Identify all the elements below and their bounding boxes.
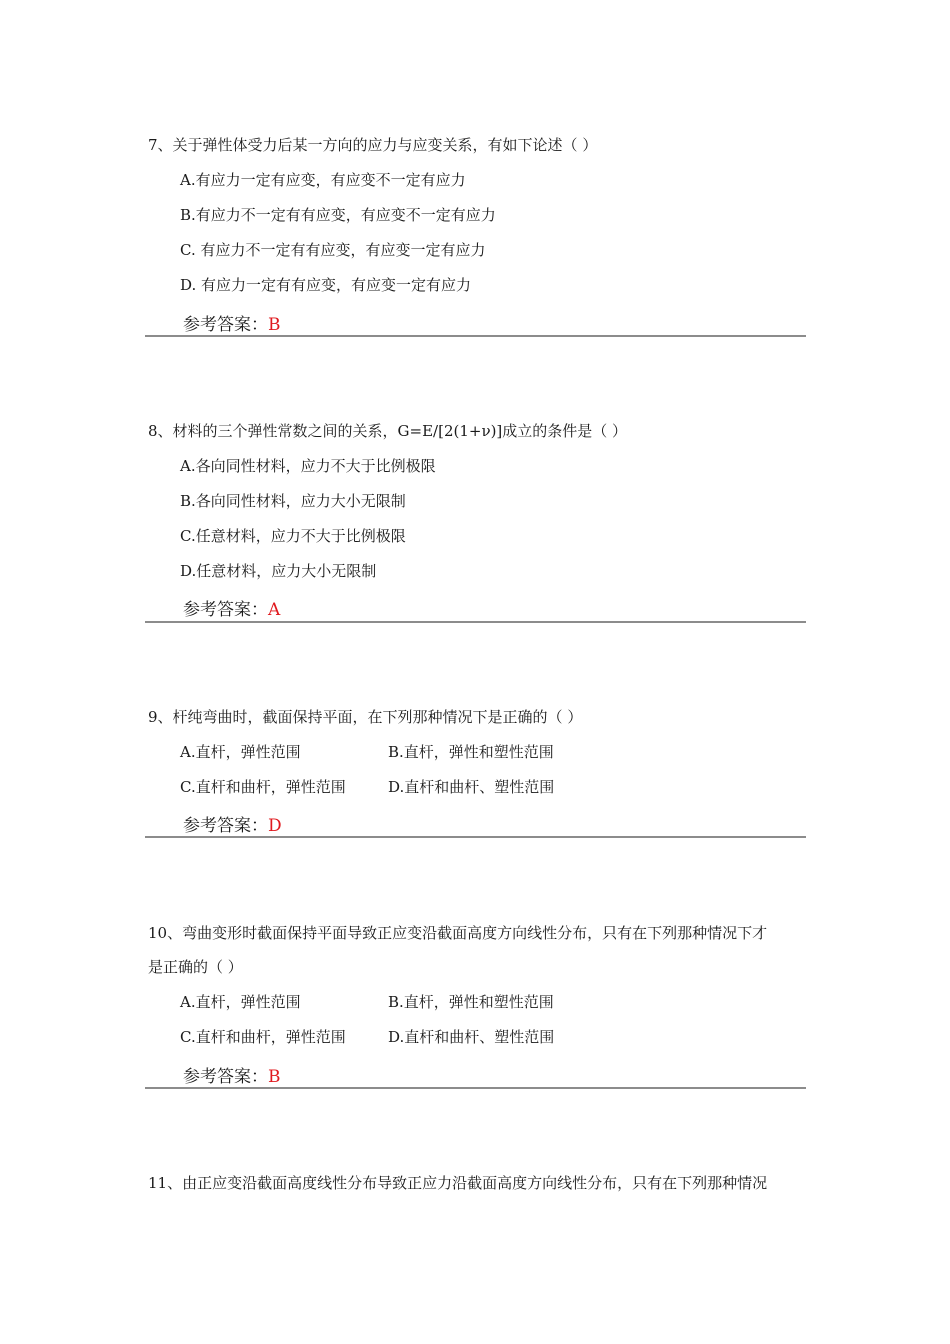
question-7-option-a: A.有应力一定有应变，有应变不一定有应力 [180, 171, 466, 189]
question-8-answer [183, 598, 280, 622]
answer-label: 参考答案： [183, 816, 268, 836]
question-8-option-a: A.各向同性材料，应力不大于比例极限 [180, 457, 436, 475]
question-9-answer [183, 814, 282, 838]
answer-label: 参考答案： [183, 315, 268, 335]
question-9-option-b: B.直杆，弹性和塑性范围 [388, 743, 554, 761]
question-7-option-c: C. 有应力不一定有有应变，有应变一定有应力 [180, 241, 486, 259]
question-10-option-a: A.直杆，弹性范围 [180, 993, 301, 1011]
answer-label: 参考答案： [183, 600, 268, 620]
question-10-option-b: B.直杆，弹性和塑性范围 [388, 993, 554, 1011]
answer-label: 参考答案： [183, 1067, 268, 1087]
question-8-stem: 8、材料的三个弹性常数之间的关系，G=E/[2(1+ν)]成立的条件是（ ） [148, 422, 628, 440]
answer-value: B [268, 315, 281, 335]
question-8-option-d: D.任意材料，应力大小无限制 [180, 562, 377, 580]
question-9-option-a: A.直杆，弹性范围 [180, 743, 301, 761]
question-10-option-c: C.直杆和曲杆，弹性范围 [180, 1028, 346, 1046]
answer-value: D [268, 816, 282, 836]
question-10-stem-line2: 是正确的（ ） [148, 958, 243, 976]
question-7-option-d: D. 有应力一定有有应变，有应变一定有应力 [180, 276, 472, 294]
question-10-option-d: D.直杆和曲杆、塑性范围 [388, 1028, 555, 1046]
question-9-stem: 9、杆纯弯曲时，截面保持平面，在下列那种情况下是正确的（ ） [148, 708, 583, 726]
divider [145, 1087, 806, 1089]
question-7-option-b: B.有应力不一定有有应变，有应变不一定有应力 [180, 206, 496, 224]
answer-value: B [268, 1067, 281, 1087]
question-8-option-b: B.各向同性材料，应力大小无限制 [180, 492, 406, 510]
question-11-stem-line1: 11、由正应变沿截面高度线性分布导致正应力沿截面高度方向线性分布，只有在下列那种情况 [148, 1174, 768, 1192]
question-10-answer [183, 1065, 281, 1089]
divider [145, 836, 806, 838]
question-9-option-c: C.直杆和曲杆，弹性范围 [180, 778, 346, 796]
question-7-stem: 7、关于弹性体受力后某一方向的应力与应变关系，有如下论述（ ） [148, 136, 598, 154]
question-10-stem-line1: 10、弯曲变形时截面保持平面导致正应变沿截面高度方向线性分布，只有在下列那种情况下才 [148, 924, 768, 942]
divider [145, 335, 806, 337]
answer-value: A [268, 600, 281, 620]
question-7-answer [183, 313, 281, 337]
divider [145, 621, 806, 623]
question-9-option-d: D.直杆和曲杆、塑性范围 [388, 778, 555, 796]
question-8-option-c: C.任意材料，应力不大于比例极限 [180, 527, 406, 545]
